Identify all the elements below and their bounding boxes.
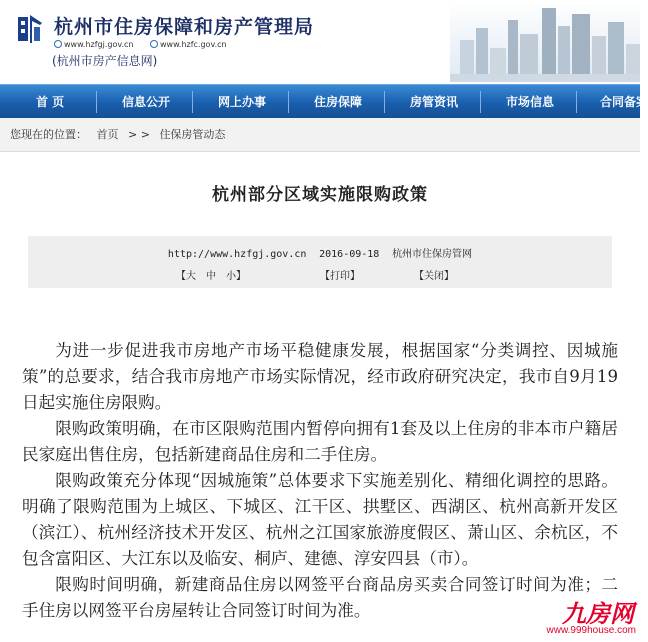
breadcrumb-home-link[interactable]: 首页 (96, 128, 119, 141)
nav-item-info-disclosure[interactable]: 信息公开 (122, 95, 171, 109)
article-paragraph: 为进一步促进我市房地产市场平稳健康发展，根据国家“分类调控、因城施策”的总要求，结合我市房地产市场实际情况，经市政府研究决定，我市自9月19日起实施住房限购。 (22, 341, 618, 412)
font-size-toggle[interactable]: 【大 中 小】 (176, 271, 246, 282)
main-nav (0, 84, 648, 118)
article-paragraph: 限购时间明确，新建商品住房以网签平台商品房买卖合同签订时间为准；二手住房以网签平台房屋转让合同签订时间为准。 (22, 575, 618, 620)
nav-divider (384, 91, 385, 113)
nav-item-home[interactable]: 首 页 (36, 95, 65, 109)
article-source-url: http://www.hzfgj.gov.cn (167, 249, 307, 260)
article-body (22, 338, 618, 624)
breadcrumb-prefix: 您现在的位置： (10, 128, 87, 141)
nav-divider (96, 91, 97, 113)
close-link[interactable]: 【关闭】 (414, 271, 454, 282)
article-title: 杭州部分区域实施限购政策 (212, 185, 428, 205)
nav-item-market-info[interactable]: 市场信息 (506, 95, 555, 109)
print-link[interactable]: 【打印】 (320, 271, 360, 282)
site-title[interactable]: 杭州市住房保障和房产管理局 (54, 16, 315, 38)
nav-item-contract-filing[interactable]: 合同备案 (600, 95, 648, 109)
article-source: 杭州市住保房管网 (392, 249, 473, 260)
logo-icon[interactable] (14, 13, 44, 45)
skyline-banner-image (450, 0, 640, 82)
article-paragraph: 限购政策充分体现“因城施策”总体要求下实施差别化、精细化调控的思路。明确了限购范围为上城区、下城区、江干区、拱墅区、西湖区、杭州高新开发区（滨江）、杭州经济技术开发区、杭州之江国家旅游度假区、萧山区、余杭区，不包含富阳区、大江东以及临安、桐庐、建德、淳安四县（市）。 (22, 471, 618, 568)
globe-icon (150, 40, 158, 48)
breadcrumb (0, 118, 640, 152)
nav-item-housing-news[interactable]: 房管资讯 (410, 95, 459, 109)
domain-2: www.hzfc.gov.cn (150, 40, 227, 49)
site-subtitle: (杭州市房产信息网) (52, 54, 158, 68)
nav-divider (288, 91, 289, 113)
site-header (0, 0, 640, 82)
article-date: 2016-09-18 (319, 249, 380, 260)
breadcrumb-separator: > > (128, 128, 150, 141)
domain-1: www.hzfgj.gov.cn (54, 40, 133, 49)
nav-divider (192, 91, 193, 113)
nav-divider (480, 91, 481, 113)
watermark (528, 594, 640, 642)
watermark-url: www.999house.com (546, 625, 636, 636)
breadcrumb-current-link[interactable]: 住保房管动态 (159, 128, 226, 141)
site-domains (54, 40, 241, 49)
nav-item-housing-security[interactable]: 住房保障 (314, 95, 363, 109)
article-meta (28, 236, 612, 288)
watermark-logo: 九房网 (562, 600, 634, 628)
nav-item-online-services[interactable]: 网上办事 (218, 95, 267, 109)
article-paragraph: 限购政策明确，在市区限购范围内暂停向拥有1套及以上住房的非本市户籍居民家庭出售住房，包括新建商品住房和二手住房。 (22, 419, 618, 464)
article-meta-line (28, 245, 612, 260)
nav-divider (576, 91, 577, 113)
globe-icon (54, 40, 62, 48)
